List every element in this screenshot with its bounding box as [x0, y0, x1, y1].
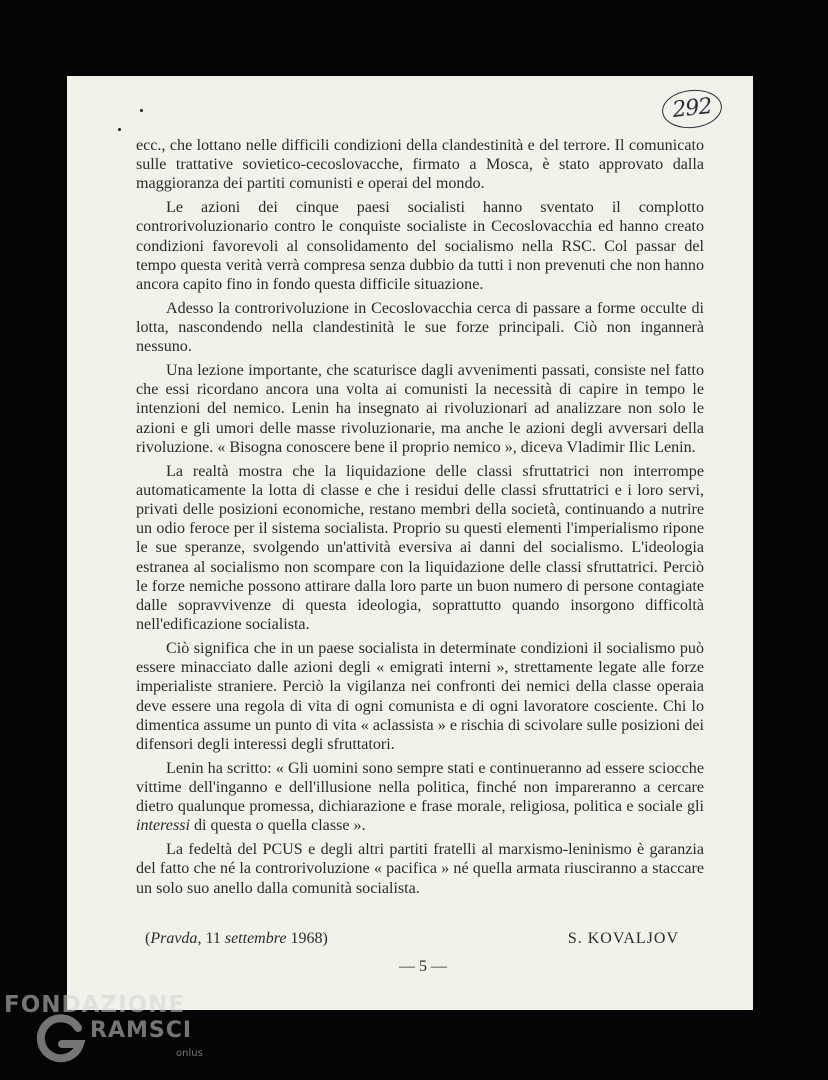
newspaper-name: Pravda — [150, 930, 198, 947]
citation-year: 1968) — [286, 930, 328, 947]
watermark-line2: RAMSCI — [90, 1018, 193, 1043]
quote-text-end: di questa o quella classe ». — [189, 817, 366, 835]
paragraph: Ciò significa che in un paese socialista in determinate condizioni il socialismo può essere minacciato dalle azioni degli « emigrati interni », strettamente legate alle forze imperialiste straniere. Perciò la vigilanza nei confronti dei nemici della classe operaia deve essere una regola di vita di ogni comunista e di ogni lavoratore cosciente. Chi lo dimentica assume un punto di vita « aclassista » e rischia di scivolare sulle posizioni dei difensori degli interessi degli sfruttatori. — [136, 640, 704, 754]
paragraph: ecc., che lottano nelle difficili condizioni della clandestinità e del terrore. Il comunicato sulle trattative sovietico-cecoslovacche, firmato a Mosca, è stato approvato dalla maggioranza dei partiti comunisti e operai del mondo. — [136, 137, 704, 193]
citation-open: ( — [145, 930, 151, 947]
lenin-quote-paragraph — [136, 759, 704, 836]
paragraph: Le azioni dei cinque paesi socialisti hanno sventato il complotto controrivoluzionario contro le conquiste socialiste in Cecoslovacchia ed hanno creato condizioni favorevoli al consolidamento del socialismo nella RSC. Col passar del tempo questa verità verrà compresa senza dubbio da tutti i non prevenuti che non hanno ancora capito fino in fondo questa difficile situazione. — [136, 199, 704, 294]
author-signature: S. KOVALJOV — [567, 930, 679, 947]
archive-number-stamp: 292 — [660, 87, 724, 131]
quote-text: Lenin ha scritto: « Gli uomini sono sempre stati e continueranno ad essere sciocche vittime dell'inganno e dell'illusione nella politica, finché non impareranno a cercare dietro qualunque promessa, dichiarazione e frase morale, religiosa, politica e sociale gli — [136, 759, 704, 816]
source-citation — [145, 930, 685, 948]
paper-speck — [118, 128, 121, 131]
watermark-line3: onlus — [176, 1048, 203, 1059]
paper-speck — [140, 109, 143, 112]
paragraph: Una lezione importante, che scaturisce dagli avvenimenti passati, consiste nel fatto che essi ricordano ancora una volta ai comunisti la necessità di capire in tempo le intenzioni del nemico. Lenin ha insegnato ai rivoluzionari ad analizzare non solo le azioni e gli umori delle masse rivoluzionarie, ma anche le azioni degli avversari della rivoluzione. « Bisogna conoscere bene il proprio nemico », diceva Vladimir Ilic Lenin. — [136, 362, 704, 456]
article-body — [136, 136, 704, 902]
closing-paragraph: La fedeltà del PCUS e degli altri partiti fratelli al marxismo-leninismo è garanzia del fatto che né la controrivoluzione « pacifica » né quella armata riusciranno a staccare un solo suo anello dalla comunità socialista. — [136, 841, 704, 897]
paragraph: La realtà mostra che la liquidazione delle classi sfruttatrici non interrompe automaticamente la lotta di classe e che i residui delle classi sfruttatrici e i loro servi, privati delle posizioni economiche, restano membri della società, continuando a nutrire un odio feroce per il sistema socialista. Proprio su questi elementi l'imperialismo ripone le sue speranze, svolgendo un'attività eversiva ai danni del socialismo. L'ideologia estranea al socialismo non scompare con la liquidazione delle classi sfruttatrici. Perciò le forze nemiche possono attirare dalla loro parte un buon numero di persone contagiate dalle sopravvivenze di questa ideologia, soprattutto quando insorgono difficoltà nell'edificazione socialista. — [136, 462, 704, 634]
quote-emphasis: interessi — [136, 817, 190, 835]
paragraph: Adesso la controrivoluzione in Cecoslovacchia cerca di passare a forme occulte di lotta, nascondendo nella clandestinità le sue forze principali. Ciò non ingannerà nessuno. — [136, 299, 704, 356]
page-number: — 5 — — [399, 958, 447, 975]
citation-month: settembre — [224, 930, 287, 947]
g-logo-icon — [34, 1014, 86, 1066]
foundation-watermark — [4, 992, 214, 1076]
watermark-line1: FONDAZIONE — [4, 992, 186, 1018]
citation-date: , 11 — [197, 930, 225, 947]
